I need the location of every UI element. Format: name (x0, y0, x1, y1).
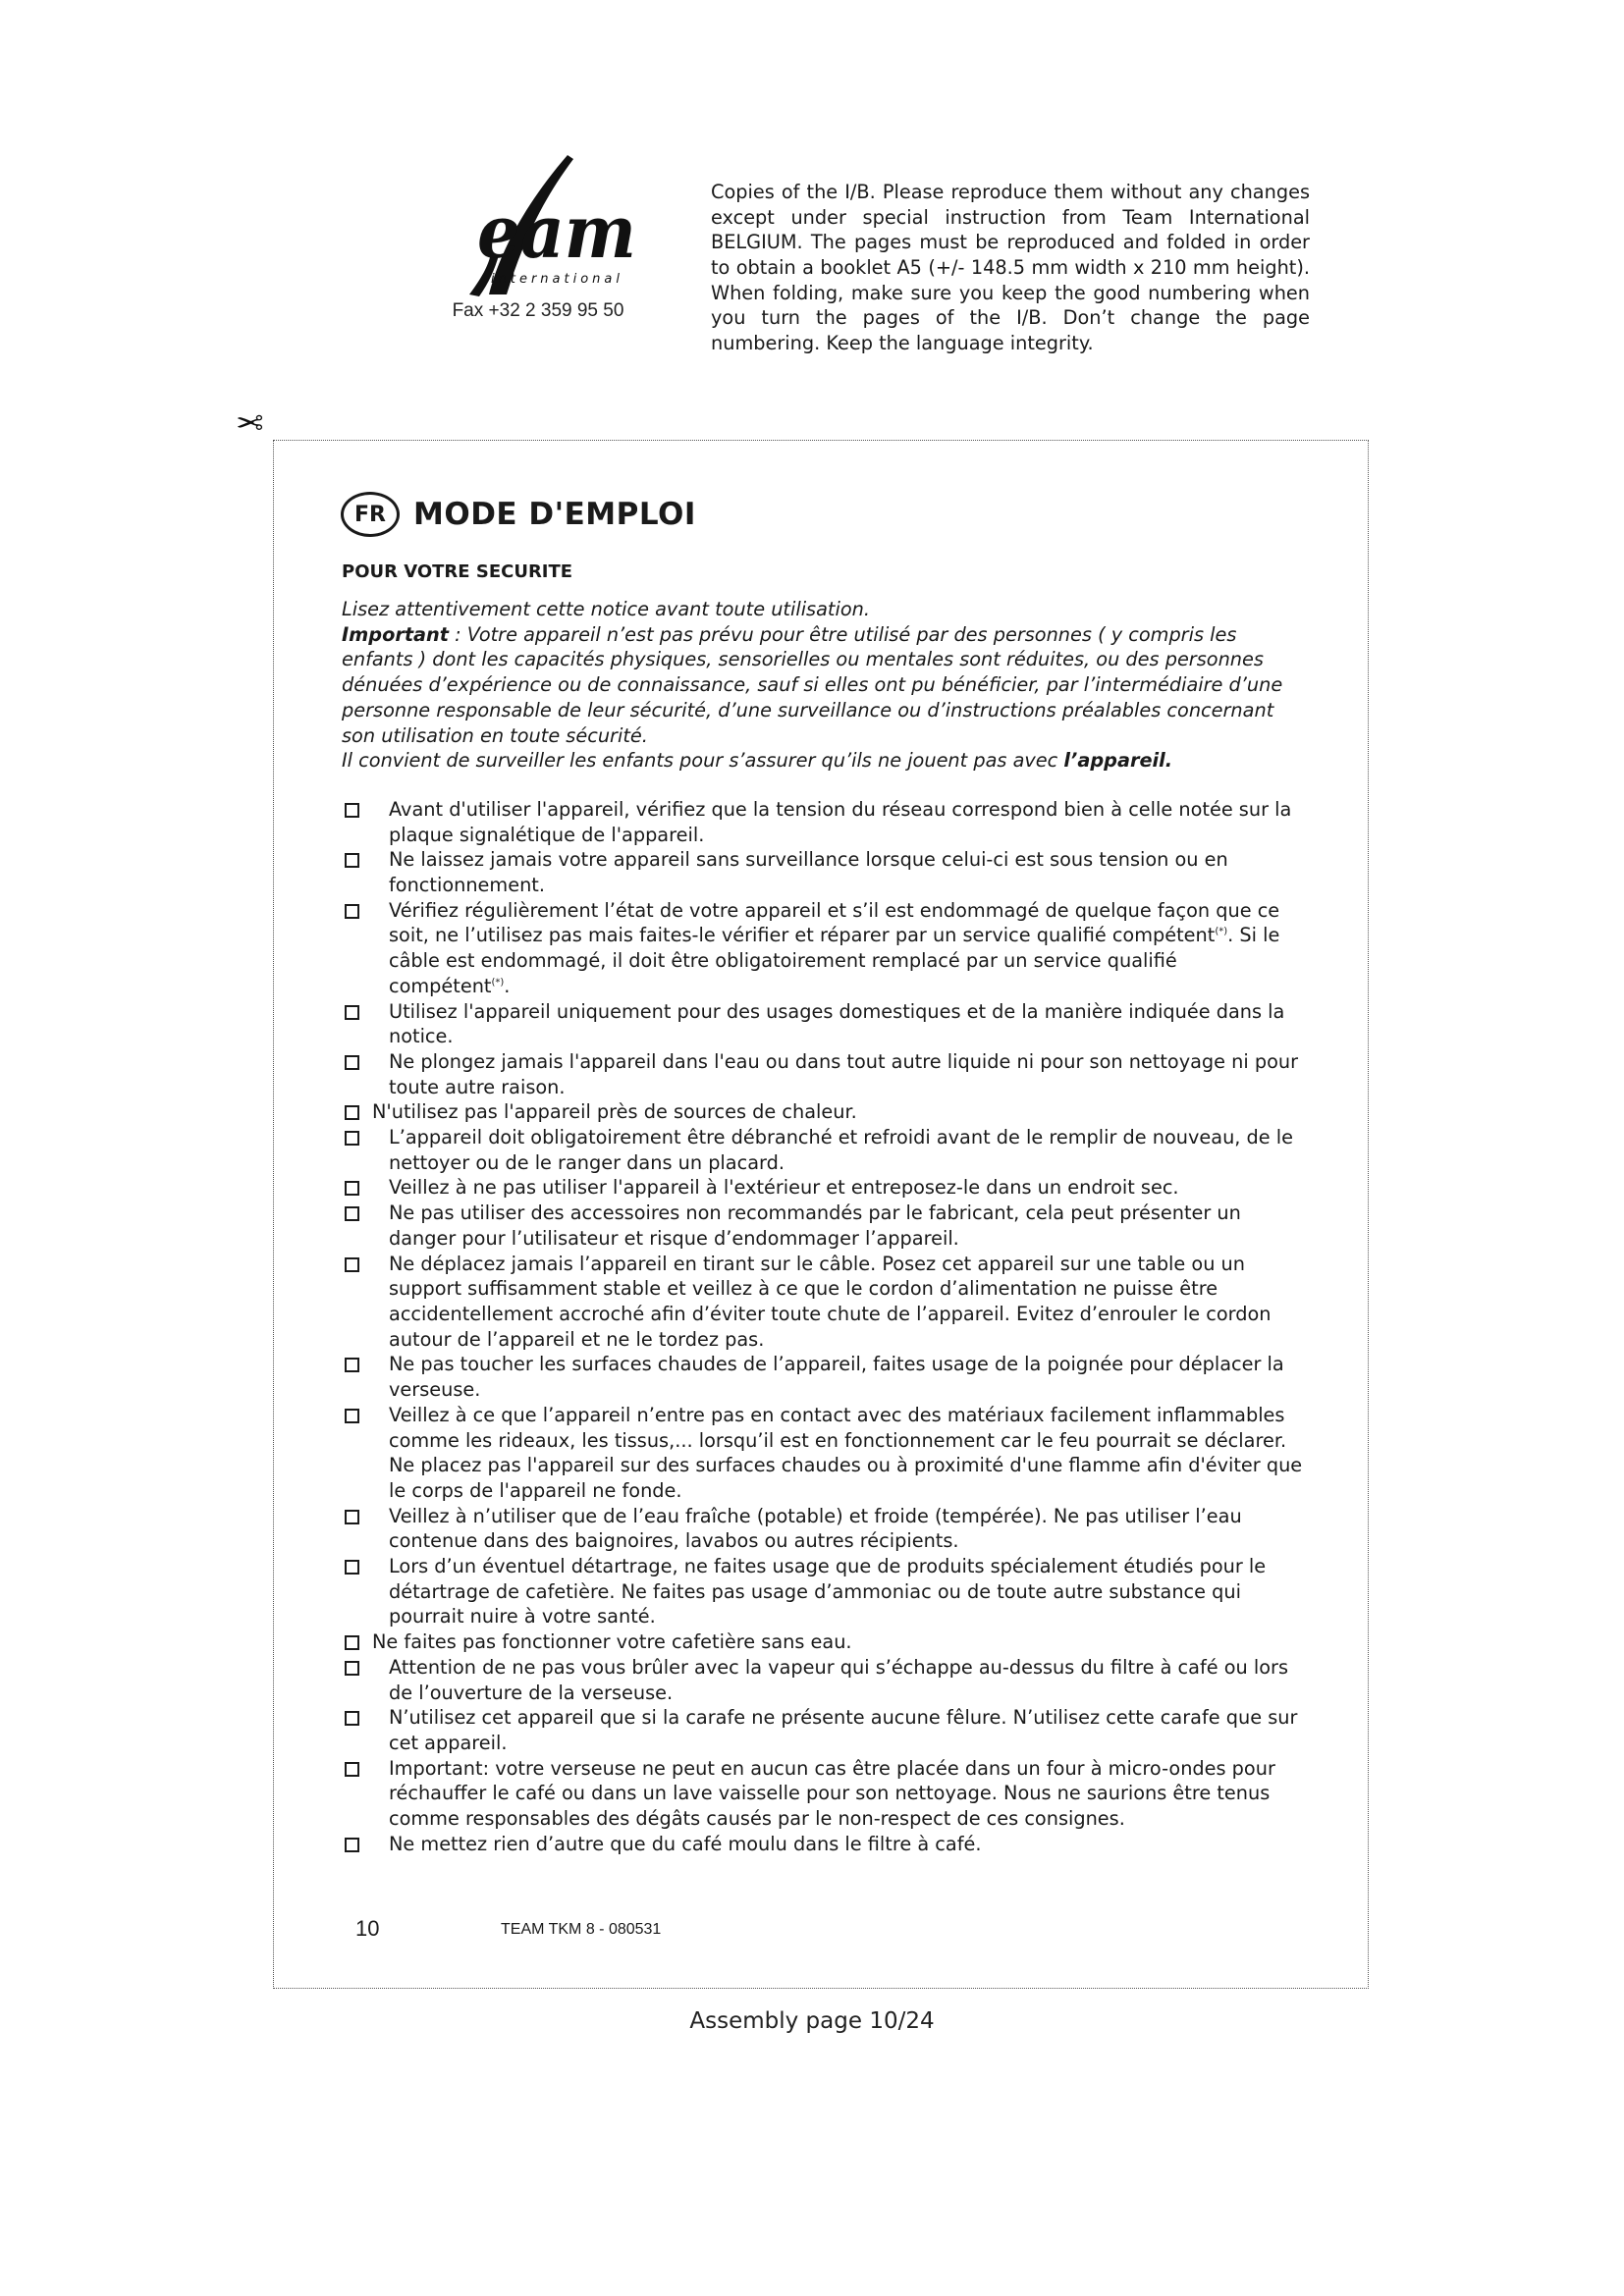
safety-list-item-text: Avant d'utiliser l'appareil, vérifiez que la tension du réseau correspond bien à celle notée sur la plaque signalétique de l'appareil. (389, 797, 1292, 846)
checkbox-bullet-icon (345, 1711, 359, 1726)
safety-list-item-text: Ne mettez rien d’autre que du café moulu dans le filtre à café. (389, 1832, 982, 1855)
page-title (341, 487, 696, 542)
team-international-logo (430, 147, 646, 304)
safety-list-item (342, 1756, 1304, 1832)
svg-text:international: international (491, 272, 623, 287)
safety-list-item-text: Ne pas toucher les surfaces chaudes de l’appareil, faites usage de la poignée pour déplacer la verseuse. (389, 1353, 1284, 1402)
checkbox-bullet-icon (345, 1105, 359, 1120)
safety-list-item (342, 1099, 1304, 1125)
safety-list-item (342, 1832, 1304, 1857)
safety-list-item (342, 1201, 1304, 1251)
safety-list-item-text: Ne laissez jamais votre appareil sans surveillance lorsque celui-ci est sous tension ou en fonctionnement. (389, 848, 1228, 897)
reproduction-instructions: Copies of the I/B. Please reproduce them without any changes except under special instruction from Team International BELGIUM. The pages must be reproduced and folded in order to obtain a booklet A5 (+/- 148.5 mm width x 210 mm height). When folding, make sure you keep the good numbering when you turn the pages of the I/B. Don’t change the page numbering. Keep the language integrity. (711, 181, 1310, 354)
checkbox-bullet-icon (345, 1206, 359, 1221)
checkbox-bullet-icon (345, 1762, 359, 1777)
safety-list-item-text: Important: votre verseuse ne peut en aucun cas être placée dans un four à micro-ondes pour réchauffer le café ou dans un lave vaisselle pour son nettoyage. Nous ne saurions être tenus comme responsables des dégâts causés par le non-respect de ces consignes. (389, 1756, 1275, 1831)
language-badge: FR (341, 492, 400, 537)
safety-list-item-text: Ne déplacez jamais l’appareil en tirant sur le câble. Posez cet appareil sur une table ou un support suffisamment stable et veillez à ce que le cordon d’alimentation ne puisse être accidentellement accroché afin d’éviter toute chute de l’appareil. Evitez d’enrouler le cordon autour de l’appareil et ne le tordez pas. (389, 1252, 1272, 1351)
checkbox-bullet-icon (345, 1635, 359, 1650)
important-text: : Votre appareil n’est pas prévu pour être utilisé par des personnes ( y compris les enfants ) dont les capacités physiques, sensorielles ou mentales sont réduites, ou des personnes dénuées d’expérience ou de connaissance, sauf si elles ont pu bénéficier, par l’intermédiaire d’une personne responsable de leur sécurité, d’une surveillance ou d’instructions préalables concernant son utilisation en toute sécurité. (342, 622, 1283, 747)
checkbox-bullet-icon (345, 853, 359, 868)
safety-list-item (342, 1705, 1304, 1755)
footnote-marker: (*) (491, 977, 505, 988)
section-heading: POUR VOTRE SECURITE (342, 561, 573, 582)
checkbox-bullet-icon (345, 1055, 359, 1070)
model-code: TEAM TKM 8 - 080531 (501, 1921, 662, 1938)
checkbox-bullet-icon (345, 1131, 359, 1146)
svg-text:eam: eam (477, 190, 636, 275)
safety-list (342, 797, 1304, 1857)
safety-list-item-text: N’utilisez cet appareil que si la carafe ne présente aucune fêlure. N’utilisez cette carafe que sur cet appareil. (389, 1706, 1298, 1754)
safety-list-item (342, 1175, 1304, 1201)
safety-list-item (342, 1125, 1304, 1175)
safety-list-item-text: Ne faites pas fonctionner votre cafetière sans eau. (372, 1630, 852, 1654)
checkbox-bullet-icon (345, 1838, 359, 1852)
safety-list-item-text: Veillez à ce que l’appareil n’entre pas en contact avec des matériaux facilement inflammables comme les rideaux, les tissus,... lorsqu’il est en fonctionnement car le feu pourrait se déclarer. Ne placez pas l'appareil sur des surfaces chaudes ou à proximité d'une flamme afin d'éviter que le corps de l'appareil ne fonde. (389, 1403, 1303, 1502)
assembly-page-label: Assembly page 10/24 (689, 2008, 935, 2034)
document-title: MODE D'EMPLOI (413, 497, 696, 532)
safety-list-item-text: Veillez à n’utiliser que de l’eau fraîche (potable) et froide (tempérée). Ne pas utiliser l’eau contenue dans des baignoires, lavabos ou autres récipients. (389, 1504, 1242, 1553)
checkbox-bullet-icon (345, 1358, 359, 1372)
safety-list-item-text: Ne pas utiliser des accessoires non recommandés par le fabricant, cela peut présenter un danger pour l’utilisateur et risque d’endommager l’appareil. (389, 1201, 1241, 1250)
safety-list-item (342, 1252, 1304, 1353)
team-logo-graphic (430, 147, 646, 304)
safety-list-item (342, 1403, 1304, 1504)
page-number: 10 (355, 1916, 380, 1941)
safety-list-item-text: Veillez à ne pas utiliser l'appareil à l'extérieur et entreposez-le dans un endroit sec. (389, 1176, 1179, 1200)
checkbox-bullet-icon (345, 1409, 359, 1423)
warning-intro: Lisez attentivement cette notice avant toute utilisation. (342, 598, 870, 620)
safety-list-item (342, 797, 1304, 847)
warning-important (342, 622, 1304, 749)
safety-list-item (342, 1655, 1304, 1705)
safety-list-item (342, 1352, 1304, 1402)
safety-list-item-text: Lors d’un éventuel détartrage, ne faites usage que de produits spécialement étudiés pour le détartrage de cafetière. Ne faites pas usage d’ammoniac ou de toute autre substance qui pourrait nuire à votre santé. (389, 1555, 1267, 1629)
safety-list-item (342, 898, 1304, 999)
checkbox-bullet-icon (345, 1181, 359, 1196)
checkbox-bullet-icon (345, 1510, 359, 1524)
safety-list-item-text: N'utilisez pas l'appareil près de sources de chaleur. (372, 1100, 857, 1124)
safety-list-item-text: Utilisez l'appareil uniquement pour des usages domestiques et de la manière indiquée dans la notice. (389, 999, 1285, 1048)
warning-children-text: Il convient de surveiller les enfants pour s’assurer qu’ils ne jouent pas avec (342, 749, 1064, 773)
checkbox-bullet-icon (345, 1560, 359, 1575)
important-label: Important (342, 622, 449, 646)
safety-list-item (342, 999, 1304, 1049)
safety-list-item (342, 1504, 1304, 1554)
fax-number: Fax +32 2 359 95 50 (452, 300, 624, 321)
warning-children (342, 748, 1304, 774)
safety-list-item-text: Vérifiez régulièrement l’état de votre appareil et s’il est endommagé de quelque façon que ce soit, ne l’utilisez pas mais faites-le vérifier et réparer par un service qualifié compétent(*). Si le câble est endommagé, il doit être obligatoirement remplacé par un service qualifié compétent(*). (389, 898, 1280, 997)
safety-list-item (342, 1629, 1304, 1655)
safety-list-item (342, 847, 1304, 897)
checkbox-bullet-icon (345, 1257, 359, 1272)
checkbox-bullet-icon (345, 1005, 359, 1020)
warning-children-end: l’appareil. (1063, 749, 1173, 773)
safety-list-item (342, 1049, 1304, 1099)
safety-list-item-text: L’appareil doit obligatoirement être débranché et refroidi avant de le remplir de nouveau, de le nettoyer ou de le ranger dans un placard. (389, 1126, 1293, 1174)
safety-list-item (342, 1554, 1304, 1629)
checkbox-bullet-icon (345, 1661, 359, 1676)
checkbox-bullet-icon (345, 904, 359, 919)
safety-list-item-text: Ne plongez jamais l'appareil dans l'eau ou dans tout autre liquide ni pour son nettoyage ni pour toute autre raison. (389, 1049, 1299, 1098)
safety-list-item-text: Attention de ne pas vous brûler avec la vapeur qui s’échappe au-dessus du filtre à café ou lors de l’ouverture de la verseuse. (389, 1655, 1289, 1704)
scissors-icon: ✂ (236, 401, 264, 441)
footnote-marker: (*) (1215, 927, 1228, 938)
checkbox-bullet-icon (345, 803, 359, 818)
instructions-body (342, 561, 1304, 1856)
